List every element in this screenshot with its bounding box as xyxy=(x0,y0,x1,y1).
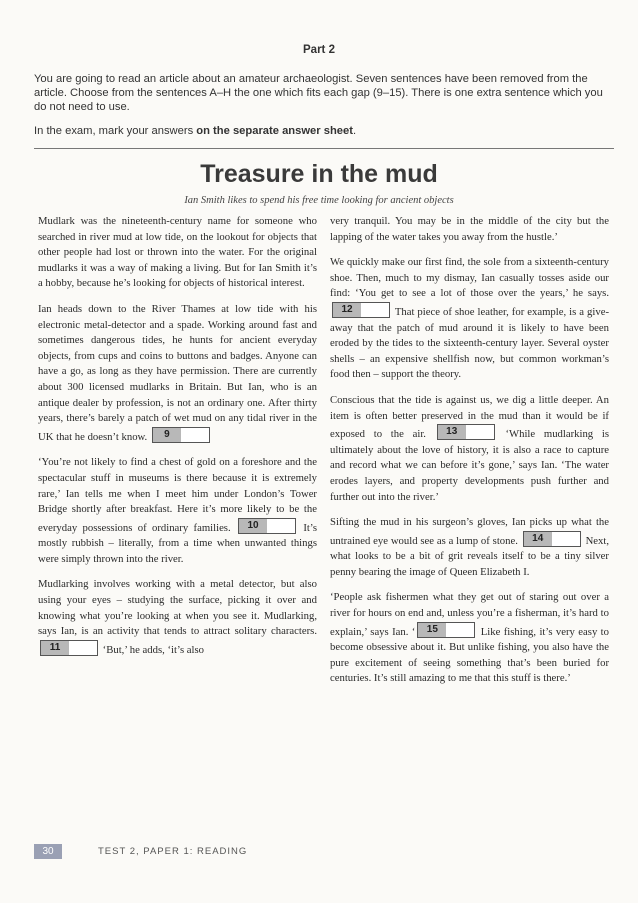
paragraph xyxy=(330,393,609,505)
exam-note-bold: on the separate answer sheet xyxy=(196,125,353,137)
part-heading: Part 2 xyxy=(303,44,335,56)
gap-number: 13 xyxy=(438,425,466,439)
paragraph xyxy=(38,455,317,567)
paragraph xyxy=(330,255,609,383)
paragraph-text: Conscious that the tide is against us, we dig a little deeper. An item is often better preserved in the mud than it would be if exposed to the air. xyxy=(330,393,609,441)
paragraph-text: Mudlarking involves working with a metal detector, but also using your eyes – studying the surface, picking it over and knowing what you’re looking at when you see it. Mudlarking, says Ian, is an activity that tends to attract solitary characters. xyxy=(38,578,317,638)
paragraph: Mudlark was the nineteenth-century name for someone who searched in river mud at low tide, on the lookout for objects that other people had lost or thrown into the water. For the original mudlarks it was a way of making a living. But for Ian Smith it’s a hobby, because he’s looking for objects of historical interest. xyxy=(38,215,317,290)
gap-box-14 xyxy=(523,531,581,547)
gap-box-11 xyxy=(40,640,98,656)
paragraph xyxy=(330,515,609,580)
gap-box-13 xyxy=(437,424,495,440)
article-title: Treasure in the mud xyxy=(200,160,438,188)
gap-number: 9 xyxy=(153,428,181,442)
instructions: You are going to read an article about an amateur archaeologist. Seven sentences have been removed from the article. Choose from the sentences A–H the one which fits each gap (9–15). There is one extra sentence which you do not need to use. xyxy=(34,73,603,113)
gap-number: 12 xyxy=(333,303,361,317)
paragraph-text: ‘While mudlarking is ultimately about the love of history, it is also a race to capture and record what we can before it’s gone,’ says Ian. ‘The water erodes layers, and property developments push further and further out into the river.’ xyxy=(330,428,610,503)
paragraph-text: ‘People ask fishermen what they get out of staring out over a river for hours on end and, unless you’re a fisherman, it’s hard to explain,’ says Ian. ‘ xyxy=(330,591,609,638)
paragraph xyxy=(330,590,609,687)
paragraph xyxy=(38,302,317,445)
paragraph-text: We quickly make our first find, the sole from a sixteenth-century shoe. Then, much to my dismay, Ian casually tosses aside our find: ‘You get to see a lot of those over the years,’ he says. xyxy=(330,256,609,300)
exam-note-prefix: In the exam, mark your answers xyxy=(34,125,197,137)
article-column-right xyxy=(330,214,609,697)
gap-box-10 xyxy=(238,518,296,534)
paragraph xyxy=(38,577,317,658)
gap-number: 14 xyxy=(524,532,552,546)
gap-number: 11 xyxy=(41,641,69,655)
footer-label: TEST 2, PAPER 1: READING xyxy=(98,846,248,857)
paragraph-text: ‘You’re not likely to find a chest of gold on a foreshore and the spectacular stuff in museums is there because it is extremely rare,’ Ian tells me when I meet him under London’s Tower Bridge shortly after breakfast. Here it’s more likely to be the everyday possessions of ordinary families. xyxy=(38,456,317,534)
paragraph-text: It’s mostly rubbish – literally, from a time when unwanted things were simply thrown into the river. xyxy=(38,521,318,565)
paragraph-text: Next, what looks to be a bit of grit reveals itself to be a tiny silver penny bearing the image of Queen Elizabeth I. xyxy=(330,534,610,578)
exam-note xyxy=(34,125,614,137)
gap-box-9 xyxy=(152,427,210,443)
paragraph-text: Like fishing, it’s very easy to become obsessive about it. But unlike fishing, you also have the pure excitement of seeing something that’s been buried for centuries. It’s still amazing to me that this stuff is there.’ xyxy=(330,625,609,685)
gap-number: 15 xyxy=(418,623,446,637)
gap-number: 10 xyxy=(239,519,267,533)
paragraph-text: Ian heads down to the River Thames at low tide with his electronic metal-detector and a spade. Working around fast and sometimes dangerous tides, he hunts for ancient everyday objects, from cups and coins to buttons and badges. Anyone can have a go, as long as they have permission. There are currently about 300 licensed mudlarks in Britain. But Ian, who is an antique dealer by profession, is not an ordinary one. After thirty years, there’s barely a patch of wet mud on any tidal river in the UK that he doesn’t know. xyxy=(38,302,317,443)
gap-box-12 xyxy=(332,302,390,318)
article-column-left xyxy=(38,214,317,668)
article-subtitle: Ian Smith likes to spend his free time looking for ancient objects xyxy=(184,195,454,206)
paragraph-text: Sifting the mud in his surgeon’s gloves, Ian picks up what the untrained eye would see as a lump of stone. xyxy=(330,516,609,547)
gap-box-15 xyxy=(417,622,475,638)
paragraph-text: ‘But,’ he adds, ‘it’s also xyxy=(102,643,204,656)
paragraph-text: That piece of shoe leather, for example, is a give-away that the patch of mud around it is likely to have been eroded by the tides to the sixteenth-century layer. Several oyster shells – an expensive shellfish now, but common workman’s food then – support the theory. xyxy=(330,305,610,381)
exam-note-suffix: . xyxy=(352,125,357,137)
page-number: 30 xyxy=(34,844,62,859)
paragraph: very tranquil. You may be in the middle of the city but the lapping of the water takes you away from the hustle.’ xyxy=(330,215,609,243)
divider xyxy=(34,148,614,149)
